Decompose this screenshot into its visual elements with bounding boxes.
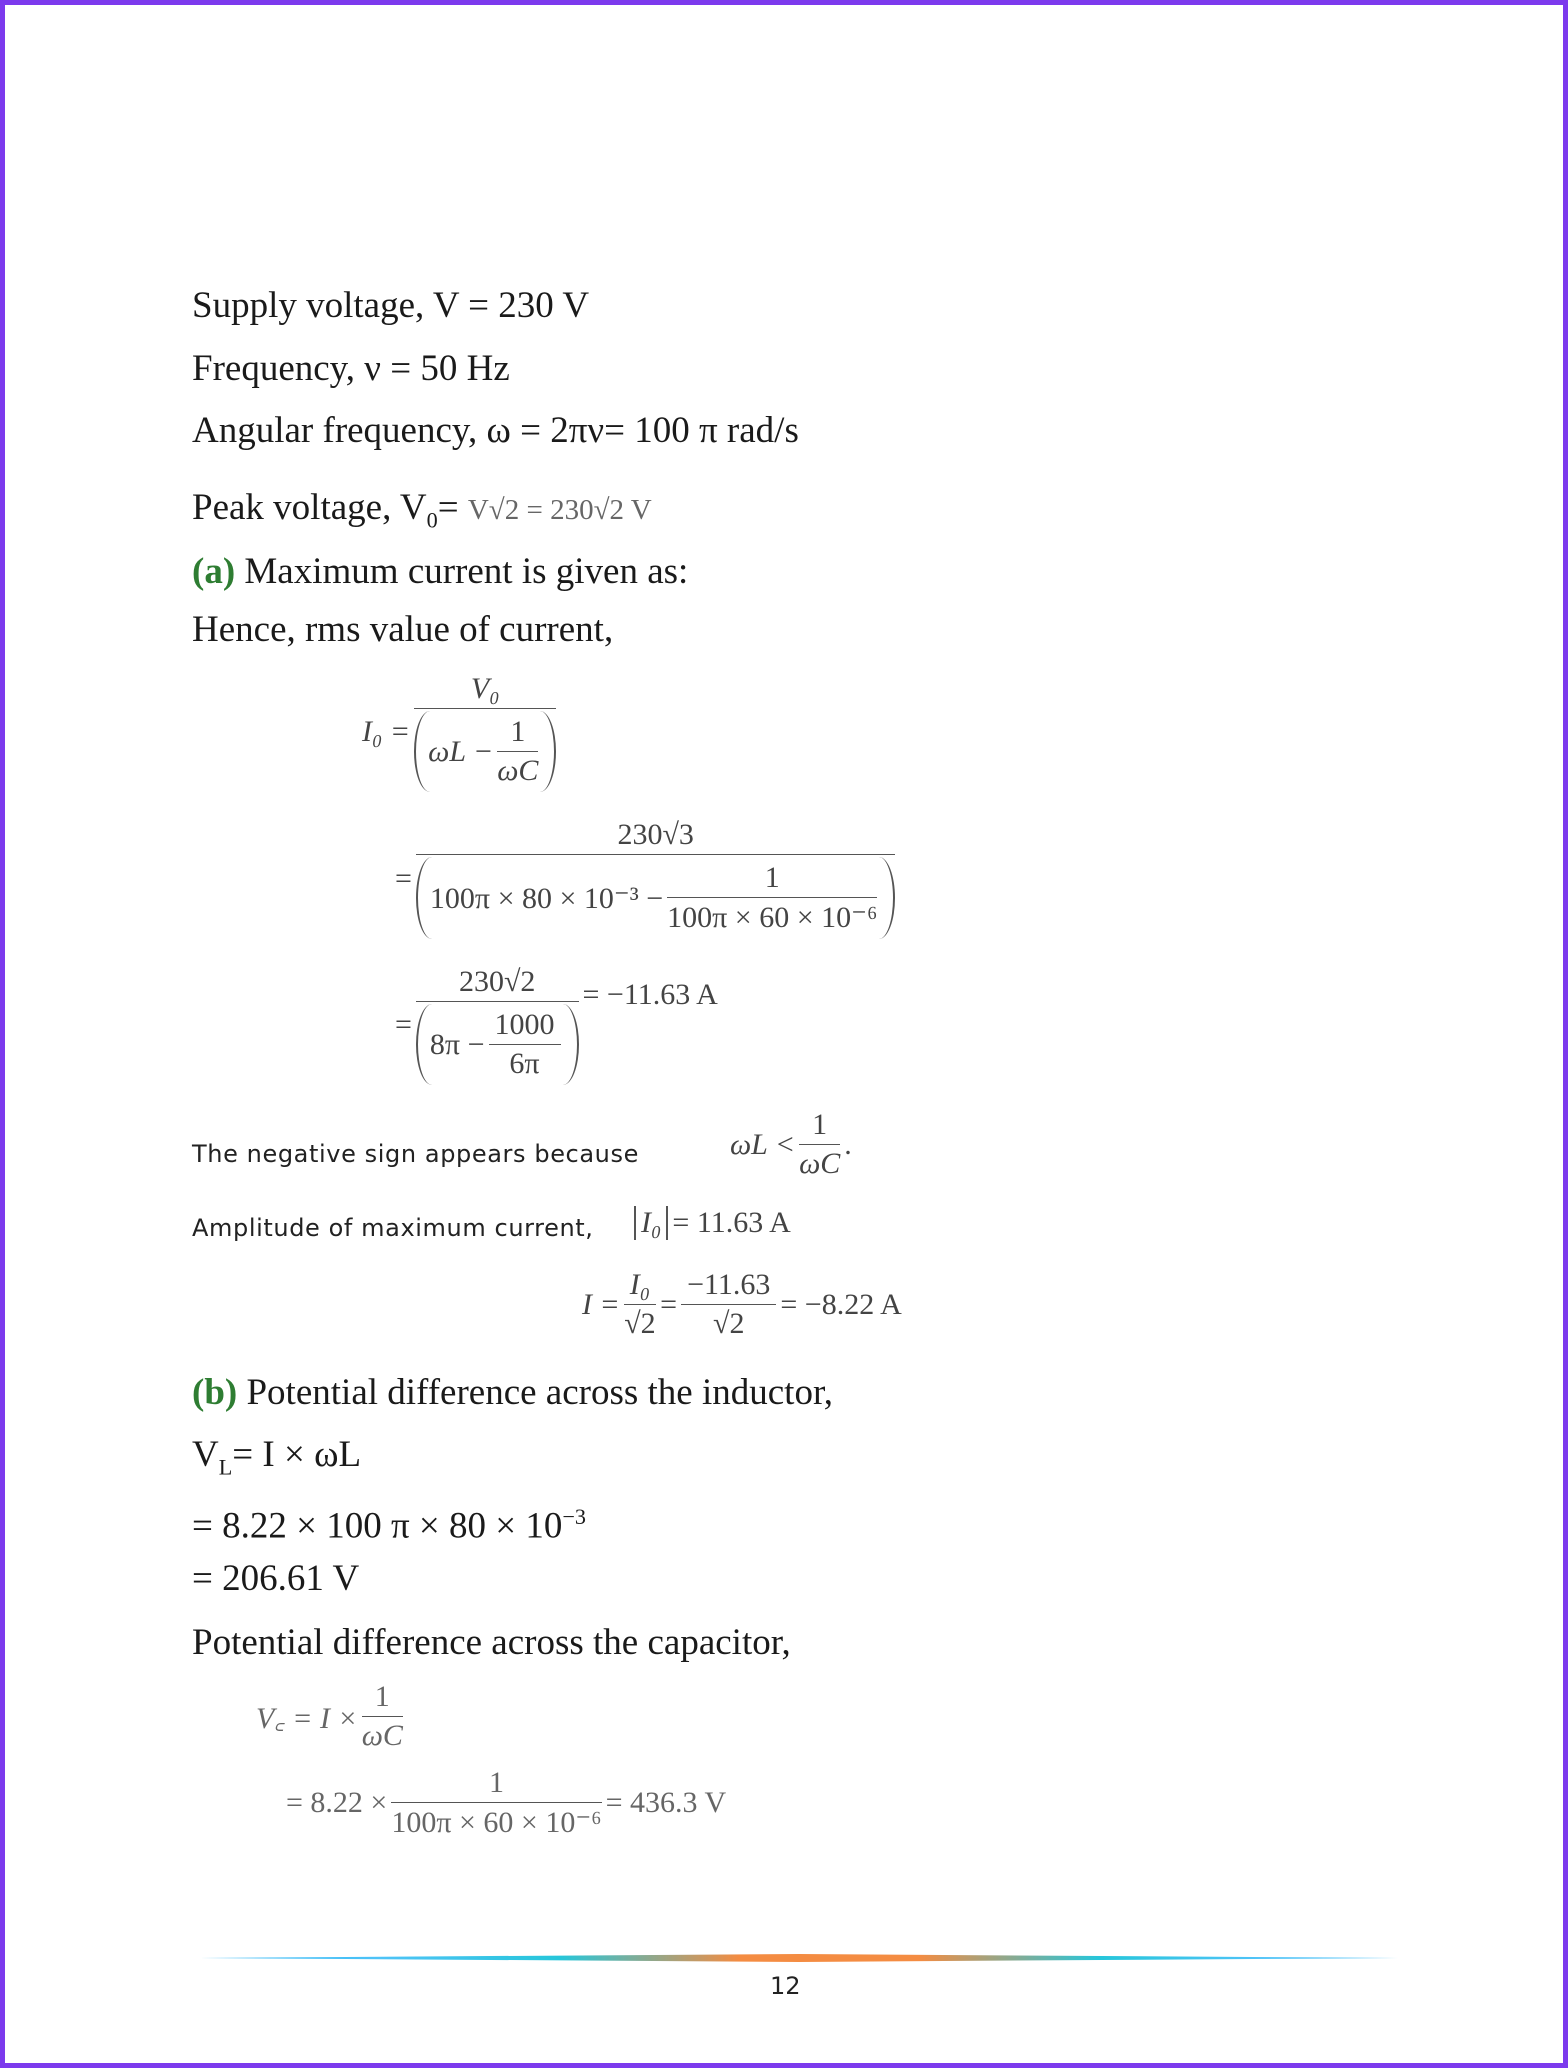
vl-calculation: [192, 1495, 586, 1548]
supply-voltage-line: Supply voltage, V = 230 V: [192, 285, 590, 326]
rms-eq: =: [660, 1287, 678, 1321]
eq1-d-den: ωC: [497, 754, 539, 787]
eq2-lhs: =: [395, 861, 412, 895]
vcc-den: 100π × 60 × 10⁻⁶: [391, 1806, 602, 1839]
amp-rhs: = 11.63 A: [672, 1206, 791, 1239]
neg-tail: .: [844, 1127, 852, 1161]
amplitude-text: Amplitude of maximum current,: [192, 1214, 594, 1242]
amplitude-equation: [634, 1206, 791, 1240]
vl-b: = I × ωL: [232, 1434, 362, 1475]
rms-n2: −11.63: [681, 1268, 776, 1305]
vl-a: V: [192, 1434, 219, 1475]
part-a-heading: [192, 550, 688, 594]
vc-formula: [256, 1680, 407, 1753]
part-b-label: (b): [192, 1372, 238, 1413]
rms-d2: √2: [713, 1307, 745, 1340]
eq2-denominator: [416, 857, 896, 939]
eq3-d-num: 1000: [489, 1008, 561, 1045]
eq1-denominator: [414, 711, 556, 792]
vcc-lhs: = 8.22 ×: [286, 1786, 388, 1819]
neg-den: ωC: [799, 1147, 841, 1180]
rms-text: Hence, rms value of current,: [192, 609, 614, 650]
vcc-result: = 436.3 V: [605, 1786, 727, 1819]
part-b-text: Potential difference across the inductor,: [237, 1372, 834, 1413]
equation-i0: [362, 672, 560, 792]
rms-result: = −8.22 A: [780, 1287, 902, 1321]
part-a-label: (a): [192, 551, 236, 592]
eq1-d-num: 1: [497, 715, 538, 752]
eq2-d-den: 100π × 60 × 10⁻⁶: [667, 901, 878, 934]
vc-lhs: V꜀ = I ×: [256, 1702, 358, 1735]
peak-sub: 0: [426, 507, 438, 533]
negative-sign-text: The negative sign appears because: [192, 1140, 639, 1168]
page-number: 12: [770, 1972, 801, 2000]
neg-num: 1: [799, 1108, 840, 1145]
eq3-denominator: [416, 1004, 579, 1085]
eq1-fraction: [414, 672, 556, 792]
peak-label: Peak voltage, V: [192, 487, 427, 528]
vc-num: 1: [362, 1680, 403, 1717]
eq2-d-num: 1: [667, 861, 877, 898]
negative-sign-equation: [730, 1108, 852, 1181]
equation-substitution: [395, 818, 899, 939]
eq2-numerator: 230√3: [416, 818, 896, 855]
rms-lhs: I =: [582, 1287, 620, 1321]
calc-a: = 8.22 × 100 π × 80 × 10: [192, 1505, 563, 1547]
vcc-num: 1: [391, 1766, 601, 1803]
eq3-numerator: 230√2: [416, 965, 579, 1002]
amp-abs: I₀: [634, 1206, 668, 1240]
eq2-d-left: 100π × 80 × 10⁻³ −: [429, 881, 664, 915]
vc-den: ωC: [361, 1719, 403, 1752]
eq1-numerator: V₀: [414, 672, 556, 709]
eq3-d-left: 8π −: [429, 1027, 485, 1061]
angular-frequency-line: Angular frequency, ω = 2πν= 100 π rad/s: [192, 410, 799, 451]
frequency-line: Frequency, ν = 50 Hz: [192, 348, 510, 389]
capacitor-text: Potential difference across the capacitor,: [192, 1622, 791, 1663]
eq1-d-left: ωL −: [428, 734, 494, 768]
rms-d1: √2: [624, 1307, 656, 1340]
calc-sup: −3: [562, 1504, 587, 1529]
vl-formula: [192, 1433, 361, 1489]
eq3-d-den: 6π: [509, 1047, 540, 1080]
rms-n1: I₀: [624, 1268, 656, 1305]
eq1-lhs: I₀ =: [362, 715, 411, 748]
peak-voltage-line: [192, 486, 652, 542]
peak-eq: =: [437, 487, 468, 528]
part-b-heading: [192, 1371, 833, 1415]
neg-lhs: ωL <: [730, 1127, 796, 1161]
eq3-result: = −11.63 A: [582, 978, 718, 1011]
part-a-text: Maximum current is given as:: [235, 551, 689, 592]
rms-current-equation: [582, 1268, 902, 1341]
peak-value: V√2 = 230√2 V: [467, 494, 652, 526]
eq3-lhs: =: [395, 1008, 412, 1041]
vl-result: = 206.61 V: [192, 1558, 360, 1599]
vl-sub: L: [218, 1454, 233, 1480]
vc-calculation: [286, 1766, 726, 1840]
equation-result: [395, 965, 718, 1085]
